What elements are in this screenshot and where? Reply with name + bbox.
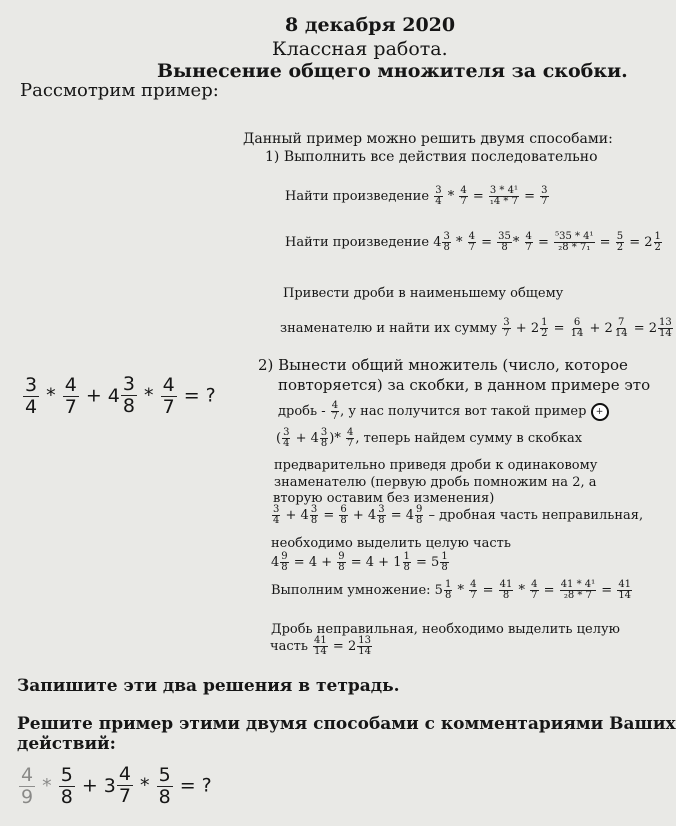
method2-line5: предварительно приведя дроби к одинаковому bbox=[274, 458, 598, 473]
method2-line8: $\frac{3}{4}$ + 4 $\frac{3}{8}$ = $\frac{6}{8}$ + 4 $\frac{3}{8}$ = 4 $\frac{9}{8}$ – дробная часть неправильная, bbox=[273, 504, 644, 526]
method2-improper-line2: часть $\frac{41}{14}$ = 2 $\frac{13}{14}$ bbox=[270, 635, 371, 657]
method2-line3: дробь - $\frac{4}{7}$ , у нас получится вот такой пример + bbox=[278, 401, 609, 422]
method2-line9: необходимо выделить целую часть bbox=[271, 536, 511, 551]
task-expression: $\frac{4}{9}$ * $\frac{5}{8}$ + 3 $\frac{4}{7}$ * $\frac{5}{8}$ = ? bbox=[21, 763, 212, 808]
method2-title-line1: 2) Вынести общий множитель (число, которое bbox=[258, 356, 628, 374]
write-down-instruction: Запишите эти два решения в тетрадь. bbox=[17, 676, 400, 696]
method2-multiply: Выполним умножение: 5 $\frac{1}{8}$ * $\frac{4}{7}$ = $\frac{41}{8}$ * $\frac{4}{7}$ = $\frac{\text{41 * 4¹}}{\text{₂8 * 7}}$ = $\frac{41}{14}$ bbox=[271, 579, 632, 601]
step1-label: Найти произведение bbox=[285, 189, 430, 204]
task-instruction-line1: Решите пример этими двумя способами с комментариями Ваших bbox=[17, 714, 676, 734]
method2-line6: знаменателю (первую дробь помножим на 2, а bbox=[274, 475, 597, 490]
method-intro: Данный пример можно решить двумя способами: bbox=[243, 131, 613, 147]
method1-step3-line1: Привести дроби в наименьшему общему bbox=[283, 286, 564, 301]
method1-title: 1) Выполнить все действия последовательно bbox=[265, 149, 598, 165]
method2-line7: вторую оставим без изменения) bbox=[273, 491, 495, 506]
method2-title-line2: повторяется) за скобки, в данном примере это bbox=[278, 376, 651, 394]
method1-step2: Найти произведение 4 $\frac{3}{8}$ * $\frac{4}{7}$ = $\frac{35}{8}$ * $\frac{4}{7}$ = $\frac{\text{⁵35 * 4¹}}{\text{₂8 * 7₁}}$ = $\frac{5}{2}$ = 2 $\frac{1}{2}$ bbox=[285, 231, 661, 253]
method2-line10: 4 $\frac{9}{8}$ = 4 + $\frac{9}{8}$ = 4 + 1 $\frac{1}{8}$ = 5 $\frac{1}{8}$ bbox=[271, 551, 448, 573]
work-type-heading: Классная работа. bbox=[272, 38, 448, 60]
task-instruction-line2: действий: bbox=[17, 734, 116, 754]
mouse-cursor-icon: + bbox=[591, 403, 609, 421]
task-fraction-a: $\frac{4}{9}$ bbox=[21, 763, 34, 808]
method2-line4: ( $\frac{3}{4}$ + 4 $\frac{3}{8}$ )* $\frac{4}{7}$ , теперь найдем сумму в скобках bbox=[276, 427, 583, 449]
step2-label: Найти произведение bbox=[285, 235, 430, 250]
task-op1: * bbox=[42, 774, 52, 797]
example-expression: $\frac{3}{4}$ * $\frac{4}{7}$ + 4 $\frac{3}{8}$ * $\frac{4}{7}$ = ? bbox=[25, 373, 216, 418]
date-heading: 8 декабря 2020 bbox=[285, 14, 456, 36]
step3-label: знаменателю и найти их сумму bbox=[280, 321, 498, 336]
method2-improper-line1: Дробь неправильная, необходимо выделить целую bbox=[271, 622, 620, 637]
intro-text: Рассмотрим пример: bbox=[20, 80, 219, 101]
method1-step1: Найти произведение $\frac{3}{4}$ * $\frac{4}{7}$ = $\frac{\text{3 * 4¹}}{\text{₁4 * 7}}$ = $\frac{3}{7}$ bbox=[285, 185, 548, 207]
method1-step3-line2: знаменателю и найти их сумму $\frac{3}{7}$ + 2 $\frac{1}{2}$ = $\frac{6}{14}$ + 2 $\frac{7}{14}$ = 2 $\frac{13}{14}$ bbox=[280, 317, 672, 339]
topic-heading: Вынесение общего множителя за скобки. bbox=[157, 60, 628, 82]
